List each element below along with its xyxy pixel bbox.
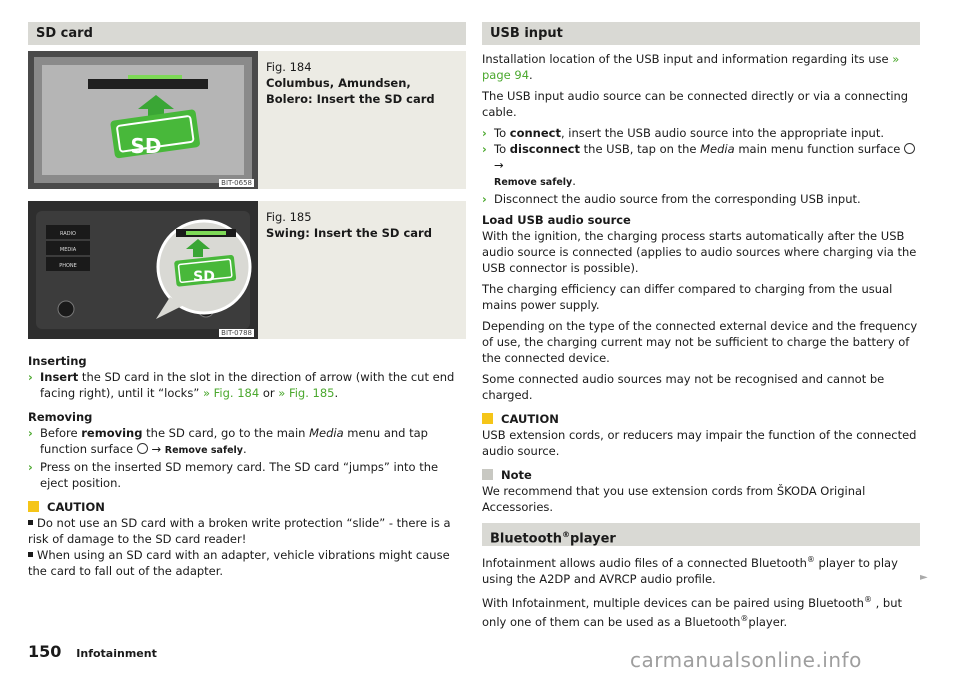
warning-icon xyxy=(482,413,493,424)
watermark: carmanualsonline.info xyxy=(630,648,862,672)
right-caution-title: CAUTION xyxy=(482,411,920,427)
radio-illustration xyxy=(28,201,258,339)
note-title: Note xyxy=(482,467,920,483)
glovebox-illustration xyxy=(28,51,258,189)
radio-button-label: RADIO xyxy=(60,231,76,237)
figure-185 xyxy=(28,201,466,339)
load-usb-text: With the ignition, the charging process starts automatically after the USB audio source is connected (applies to audio sources where charging via the USB connector is possible). xyxy=(482,229,917,275)
removing-title: Removing xyxy=(28,410,93,424)
device-icon xyxy=(137,443,148,454)
figure-185-title: Swing: Insert the SD card xyxy=(266,226,432,240)
charging-efficiency-text: The charging efficiency can differ compared to charging from the usual mains power supply. xyxy=(482,282,893,312)
charging-current-text: Depending on the type of the connected external device and the frequency of use, the charging current may not be sufficient to charge the battery of the connected device. xyxy=(482,319,918,365)
left-column xyxy=(28,22,466,579)
usb-disconnect-source-step: › Disconnect the audio source from the corresponding USB input. xyxy=(482,192,861,206)
section-heading-sd-card: SD card xyxy=(28,22,466,45)
media-button-label: MEDIA xyxy=(59,247,77,253)
footer-section: Infotainment xyxy=(76,647,157,660)
phone-button-label: PHONE xyxy=(59,263,77,269)
figure-184-image xyxy=(28,51,258,189)
device-icon xyxy=(904,143,915,154)
not-recognised-text: Some connected audio sources may not be recognised and cannot be charged. xyxy=(482,372,885,402)
usb-intro-2: The USB input audio source can be connected directly or via a connecting cable. xyxy=(482,89,909,119)
page-footer xyxy=(28,642,157,661)
note-text: We recommend that you use extension cords from ŠKODA Original Accessories. xyxy=(482,484,866,514)
right-column xyxy=(482,22,920,629)
left-caution-title: CAUTION xyxy=(28,499,466,515)
page-94-link[interactable]: » page 94 xyxy=(482,52,900,82)
sd-card-label-185: SD xyxy=(193,269,215,285)
usb-intro-1: Installation location of the USB input and information regarding its use » page 94. xyxy=(482,52,900,82)
figure-185-image xyxy=(28,201,258,339)
usb-disconnect-step: › To disconnect the USB, tap on the Media main menu function surface → Remove safely. xyxy=(482,141,920,191)
inserting-title: Inserting xyxy=(28,354,87,368)
figure-184-caption xyxy=(258,51,466,189)
fig-185-link[interactable]: » Fig. 185 xyxy=(278,386,335,400)
left-caution-2: When using an SD card with an adapter, vehicle vibrations might cause the card to fall out of the adapter. xyxy=(28,548,450,578)
insert-instruction: › Insert the SD card in the slot in the direction of arrow (with the cut end facing right), until it “locks” » Fig. 184 or » Fig. 185. xyxy=(28,370,455,400)
sd-card-label-184: SD xyxy=(130,134,162,158)
warning-icon xyxy=(28,501,39,512)
bluetooth-text-1: Infotainment allows audio files of a connected Bluetooth® player to play using the A2DP and AVRCP audio profile. xyxy=(482,555,898,586)
figure-185-code: BIT-0788 xyxy=(221,329,252,337)
fig-184-link[interactable]: » Fig. 184 xyxy=(202,386,260,400)
page-number: 150 xyxy=(28,642,62,661)
left-caution-1: Do not use an SD card with a broken write protection “slide” - there is a risk of damage to the SD card reader! xyxy=(28,516,451,546)
usb-connect-step: › To connect, insert the USB audio source into the appropriate input. xyxy=(482,126,885,140)
figure-184-code: BIT-0658 xyxy=(221,179,252,187)
figure-185-caption xyxy=(258,201,440,339)
bluetooth-text-2: With Infotainment, multiple devices can be paired using Bluetooth® , but only one of them can be used as a Bluetooth®player. xyxy=(482,594,903,629)
figure-184-title: Columbus, Amundsen, Bolero: Insert the SD card xyxy=(266,76,435,106)
right-caution-text: USB extension cords, or reducers may impair the function of the connected audio source. xyxy=(482,428,917,458)
remove-instruction-1: › Before removing the SD card, go to the main Media menu and tap function surface → Remove safely. xyxy=(28,426,428,456)
section-heading-usb-input: USB input xyxy=(482,22,920,45)
figure-184 xyxy=(28,51,466,189)
load-usb-title: Load USB audio source xyxy=(482,213,631,227)
remove-instruction-2: › Press on the inserted SD memory card. The SD card “jumps” into the eject position. xyxy=(28,460,439,490)
figure-184-number: Fig. 184 xyxy=(266,60,312,74)
continue-arrow-icon: ► xyxy=(920,572,928,583)
figure-185-number: Fig. 185 xyxy=(266,210,312,224)
note-icon xyxy=(482,469,493,480)
section-heading-bluetooth: Bluetooth®player xyxy=(482,523,920,546)
